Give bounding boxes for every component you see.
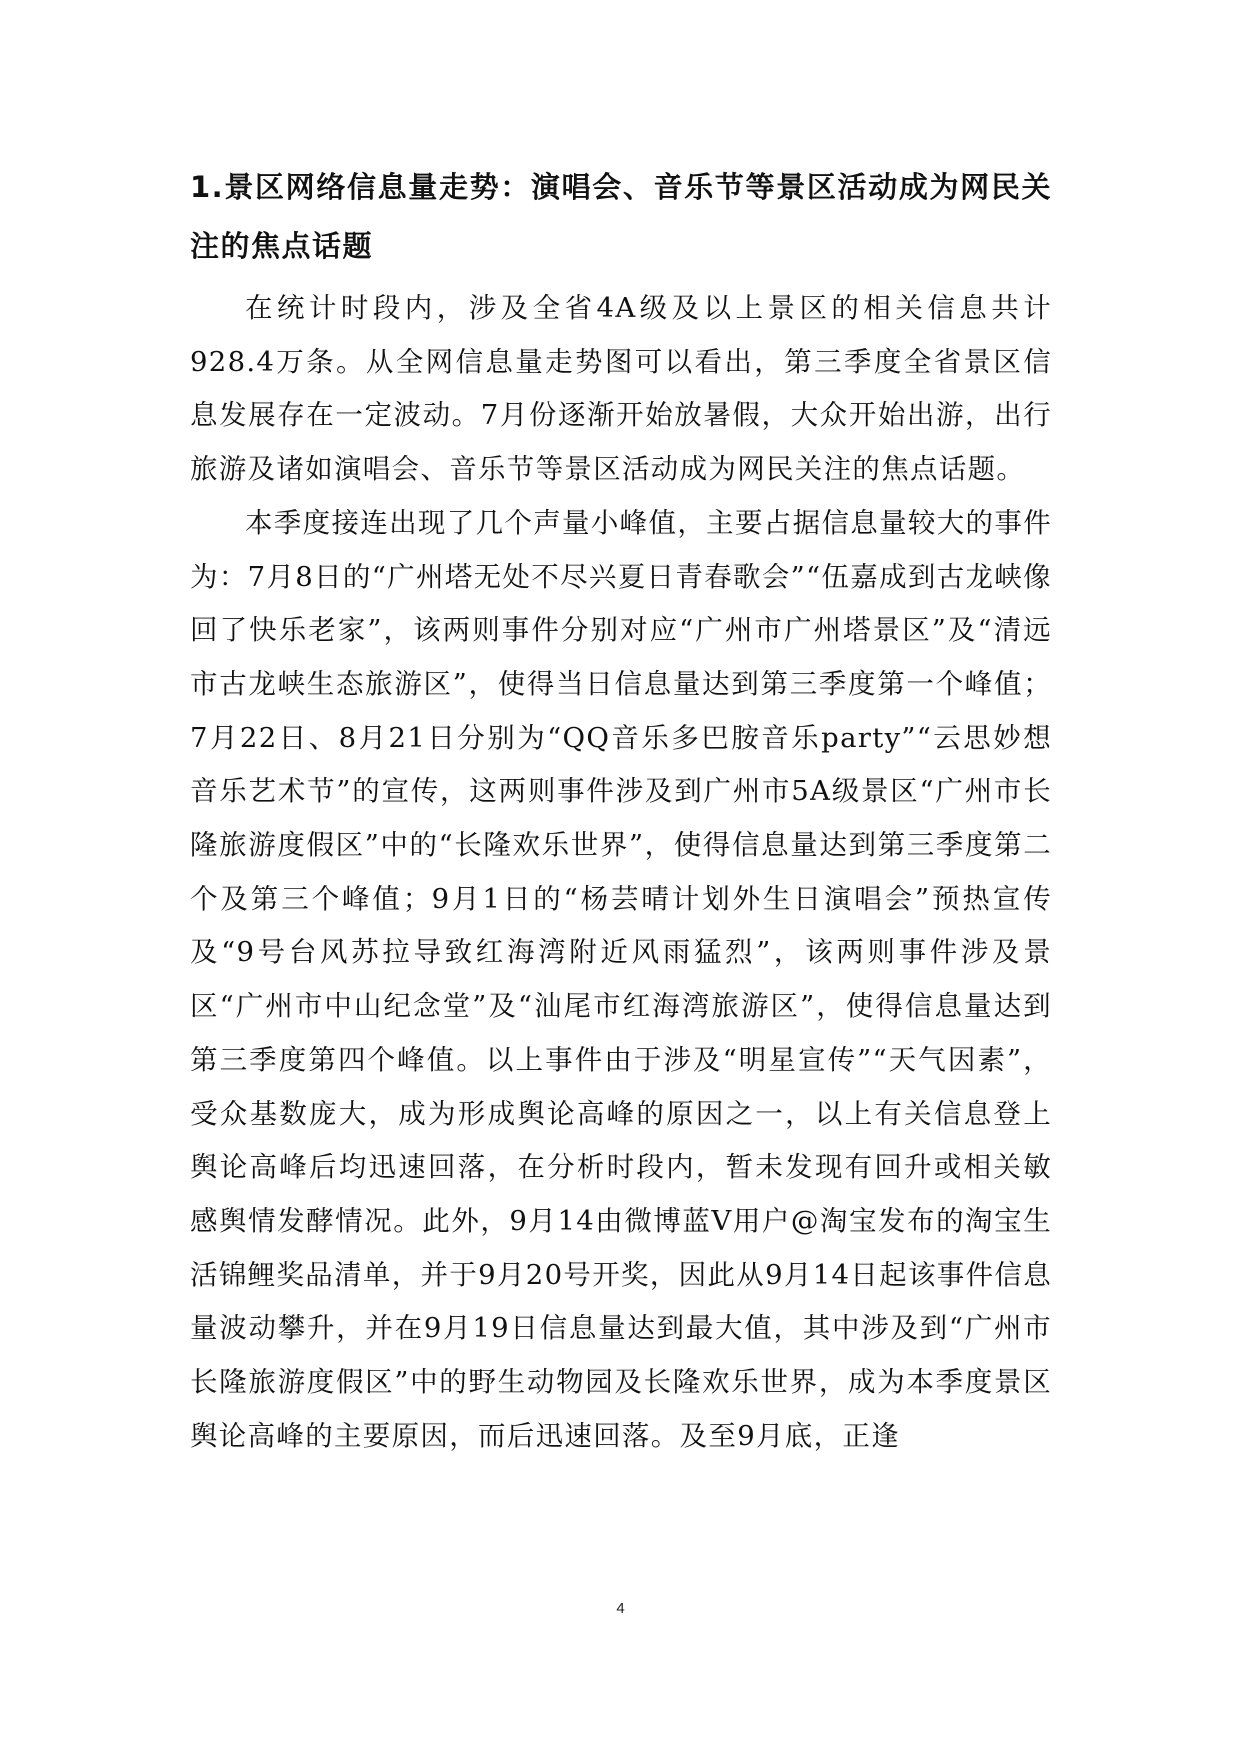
section-heading: 1.景区网络信息量走势：演唱会、音乐节等景区活动成为网民关注的焦点话题 [190,170,1052,263]
paragraph-peaks: 本季度接连出现了几个声量小峰值，主要占据信息量较大的事件为：7月8日的“广州塔无处不尽兴夏日青春歌会”“伍嘉成到古龙峡像回了快乐老家”，该两则事件分别对应“广州市广州塔景区”及“清远市古龙峡生态旅游区”，使得当日信息量达到第三季度第一个峰值；7月22日、8月21日分别为“QQ音乐多巴胺音乐party”“云思妙想音乐艺术节”的宣传，这两则事件涉及到广州市5A级景区“广州市长隆旅游度假区”中的“长隆欢乐世界”，使得信息量达到第三季度第二个及第三个峰值；9月1日的“杨芸晴计划外生日演唱会”预热宣传及“9号台风苏拉导致红海湾附近风雨猛烈”，该两则事件涉及景区“广州市中山纪念堂”及“汕尾市红海湾旅游区”，使得信息量达到第三季度第四个峰值。以上事件由于涉及“明星宣传”“天气因素”，受众基数庞大，成为形成舆论高峰的原因之一，以上有关信息登上舆论高峰后均迅速回落，在分析时段内，暂未发现有回升或相关敏感舆情发酵情况。此外，9月14由微博蓝V用户@淘宝发布的淘宝生活锦鲤奖品清单，并于9月20号开奖，因此从9月14日起该事件信息量波动攀升，并在9月19日信息量达到最大值，其中涉及到“广州市长隆旅游度假区”中的野生动物园及长隆欢乐世界，成为本季度景区舆论高峰的主要原因，而后迅速回落。及至9月底，正逢 [190,506,1052,1452]
paragraph-overview: 在统计时段内，涉及全省4A级及以上景区的相关信息共计928.4万条。从全网信息量走势图可以看出，第三季度全省景区信息发展存在一定波动。7月份逐渐开始放暑假，大众开始出游，出行旅游及诸如演唱会、音乐节等景区活动成为网民关注的焦点话题。 [190,292,1052,486]
page-number: 4 [616,1600,625,1617]
page-content [190,158,1052,1463]
